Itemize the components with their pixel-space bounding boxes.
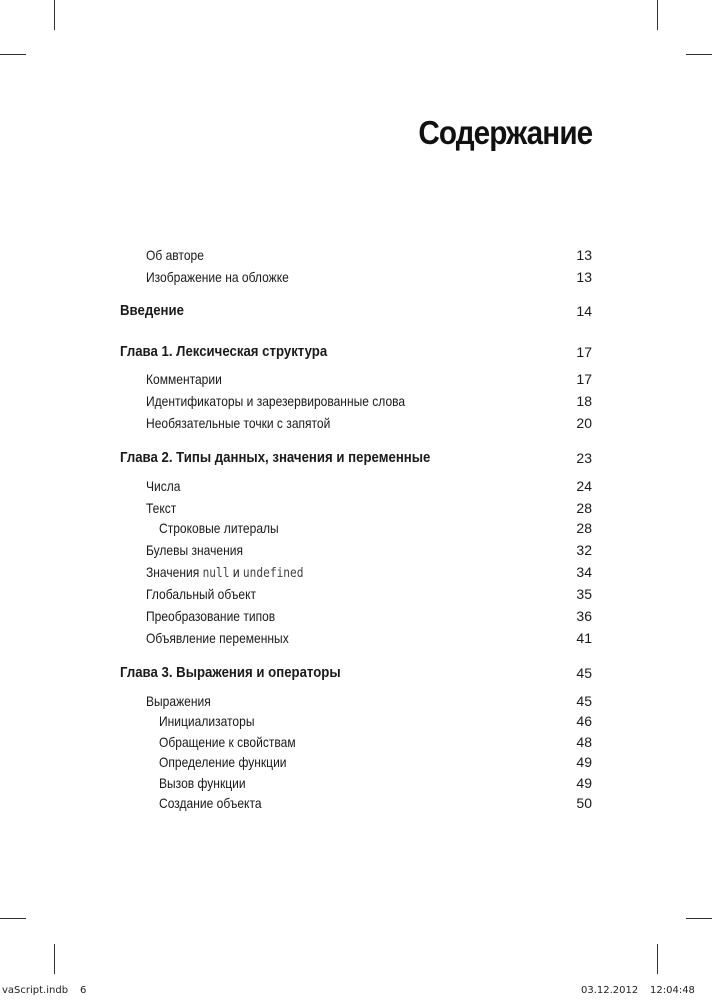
toc-subentry[interactable]: [159, 732, 592, 752]
toc-entry-label-prefix: Значения: [146, 564, 200, 580]
code-null: null: [202, 566, 230, 581]
toc-subentry[interactable]: [159, 793, 592, 813]
toc-subentry-label: Строковые литералы: [159, 520, 279, 536]
toc-entry[interactable]: [146, 606, 592, 626]
toc-entry[interactable]: [146, 245, 592, 265]
toc-entry[interactable]: [146, 562, 592, 582]
toc-subentry-page: 49: [576, 775, 592, 791]
toc-subentry-page: 49: [576, 754, 592, 770]
toc-chapter-label: Глава 3. Выражения и операторы: [120, 664, 341, 681]
toc-entry-label-mid: и: [232, 564, 240, 580]
toc-chapter-page: 14: [576, 303, 592, 319]
toc-entry-page: 35: [576, 586, 592, 602]
toc-entry[interactable]: [146, 498, 592, 518]
slug-time: 12:04:48: [650, 985, 695, 996]
toc-chapter[interactable]: [120, 663, 592, 683]
toc-entry[interactable]: [146, 628, 592, 648]
toc-entry-label: Текст: [146, 500, 177, 516]
slug-file-name: vaScript.indb: [2, 985, 69, 996]
toc-subentry-page: 50: [576, 795, 592, 811]
toc-chapter[interactable]: [120, 448, 592, 468]
toc-entry-page: 13: [576, 247, 592, 263]
toc-entry[interactable]: [146, 476, 592, 496]
toc-entry-page: 18: [576, 393, 592, 409]
toc-chapter[interactable]: [120, 301, 592, 321]
toc-entry-page: 34: [576, 564, 592, 580]
toc-entry[interactable]: [146, 267, 592, 287]
toc-subentry-label: Обращение к свойствам: [159, 734, 296, 750]
toc-chapter-page: 45: [576, 665, 592, 681]
toc-chapter-page: 23: [576, 450, 592, 466]
toc-entry-label: Глобальный объект: [146, 586, 257, 602]
toc-entry[interactable]: [146, 369, 592, 389]
toc-entry-label: Необязательные точки с запятой: [146, 415, 331, 431]
toc-entry-label: Числа: [146, 478, 181, 494]
toc-chapter-label: Глава 2. Типы данных, значения и переменные: [120, 449, 431, 466]
toc-subentry-page: 28: [576, 520, 592, 536]
toc-entry-label: [146, 562, 304, 584]
toc-entry-page: 32: [576, 542, 592, 558]
toc-entry[interactable]: [146, 584, 592, 604]
toc-entry-label: Идентификаторы и зарезервированные слова: [146, 393, 406, 409]
toc-entry-label: Комментарии: [146, 371, 222, 387]
toc-entry-page: 24: [576, 478, 592, 494]
toc-entry[interactable]: [146, 413, 592, 433]
toc-entry-label: Объявление переменных: [146, 630, 289, 646]
toc-entry-page: 28: [576, 500, 592, 516]
toc-subentry-label: Инициализаторы: [159, 713, 255, 729]
toc-subentry-label: Определение функции: [159, 754, 287, 770]
toc-entry-label: Выражения: [146, 693, 211, 709]
code-undefined: undefined: [242, 566, 304, 581]
toc-subentry-page: 48: [576, 734, 592, 750]
toc-entry-label: Об авторе: [146, 247, 204, 263]
toc-chapter-label: Введение: [120, 302, 184, 319]
toc-entry-page: 13: [576, 269, 592, 285]
toc-subentry[interactable]: [159, 773, 592, 793]
toc-entry-page: 45: [576, 693, 592, 709]
toc-subentry[interactable]: [159, 752, 592, 772]
toc-entry-page: 41: [576, 630, 592, 646]
slug-date: 03.12.2012: [581, 985, 639, 996]
toc-entry-page: 17: [576, 371, 592, 387]
toc-entry[interactable]: [146, 691, 592, 711]
toc-entry-page: 36: [576, 608, 592, 624]
toc-entry-label: Преобразование типов: [146, 608, 276, 624]
toc-subentry-label: Вызов функции: [159, 775, 246, 791]
toc-subentry[interactable]: [159, 518, 592, 538]
toc-chapter-page: 17: [576, 344, 592, 360]
toc-entry-label: Изображение на обложке: [146, 269, 289, 285]
toc-chapter[interactable]: [120, 342, 592, 362]
toc-chapter-label: Глава 1. Лексическая структура: [120, 343, 328, 360]
page-title: Содержание: [418, 114, 592, 151]
toc-subentry-label: Создание объекта: [159, 795, 262, 811]
toc-subentry-page: 46: [576, 713, 592, 729]
slug-page-number: 6: [80, 985, 87, 996]
toc-entry-page: 20: [576, 415, 592, 431]
toc-entry[interactable]: [146, 391, 592, 411]
toc-entry[interactable]: [146, 540, 592, 560]
toc-entry-label: Булевы значения: [146, 542, 243, 558]
toc-subentry[interactable]: [159, 711, 592, 731]
